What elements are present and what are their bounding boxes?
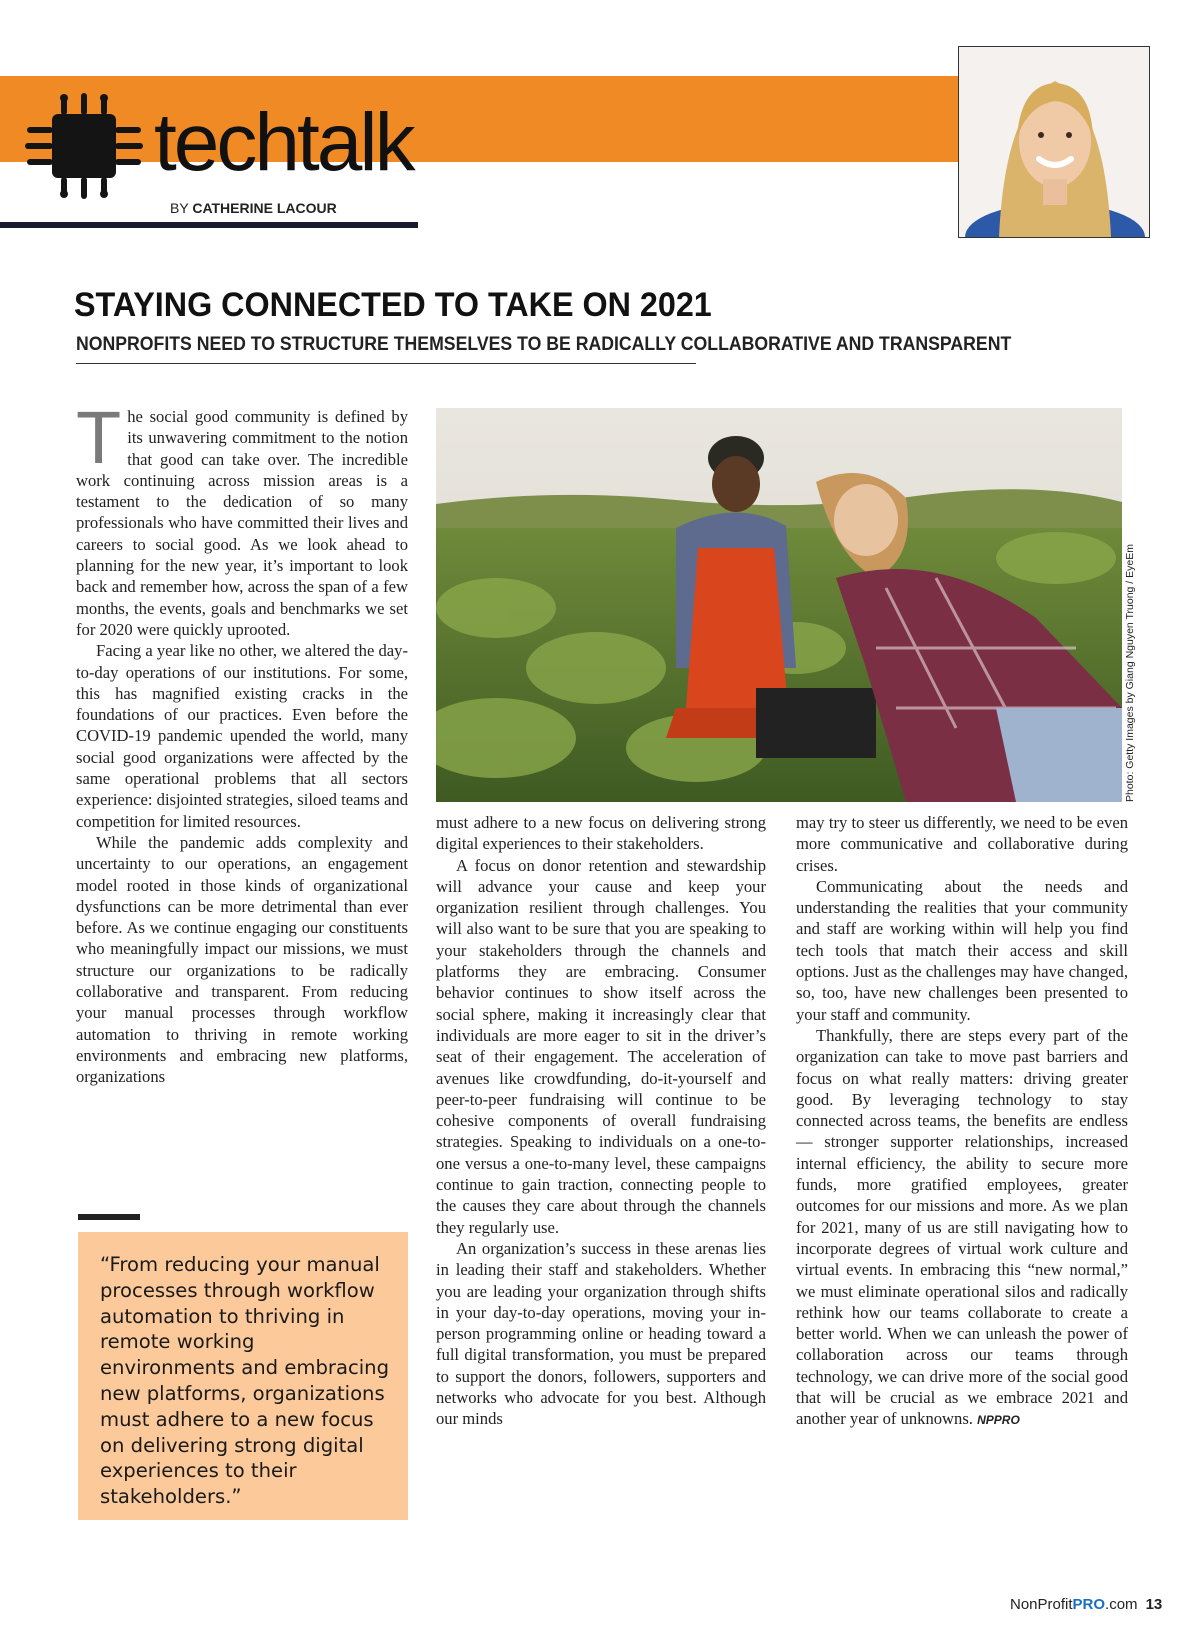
paragraph: Thankfully, there are steps every part of the organization can take to move past barriers and focus on what really matters: driving greater good. By leveraging technology to stay connected across teams, the benefits are endless — stronger supporter relationships, increased internal efficiency, the ability to secure more funds, more gratified employees, greater outcomes for our missions and more. As we plan for 2021, many of us are still navigating how to incorporate degrees of virtual work culture and virtual events. In embracing this “new normal,” we must eliminate operational silos and radically rethink how our teams collaborate to create a better world. When we can unleash the power of collaboration across our teams through technology, we can drive more of the social good that will be crucial as we embrace 2021 and another year of unknowns. NPPRO — [796, 1025, 1128, 1429]
paragraph: Facing a year like no other, we altered the day-to-day operations of our institutions. For some, this has magnified existing cracks in the foundations of our practices. Even before the COVID-19 pandemic upended the world, many social good organizations were affected by the same operational problems that all sectors experience: disjointed strategies, siloed teams and competition for limited resources. — [76, 641, 408, 831]
paragraph: The social good community is defined by its unwavering commitment to the notion that good can take over. The incredible work continuing across mission areas is a testament to the dedication of so many professionals who have committed their lives and careers to social good. As we look ahead to planning for the new year, it’s important to look back and remember how, across the span of a few months, the events, goals and benchmarks we set for 2020 were quickly uprooted. — [76, 396, 408, 639]
column-brand-title: techtalk — [154, 97, 413, 188]
header-rule — [0, 222, 418, 228]
site-name-prefix: NonProfit — [1010, 1596, 1073, 1613]
pull-quote-bar — [78, 1214, 140, 1220]
body-column-1 — [76, 396, 408, 1088]
pull-quote-box — [78, 1232, 408, 1520]
microchip-icon — [24, 92, 144, 200]
author-photo — [958, 46, 1150, 238]
drop-cap: T — [76, 396, 122, 479]
site-name-pro: PRO — [1072, 1596, 1106, 1613]
paragraph: An organization’s success in these arenas lies in leading their staff and stakeholders. Whether you are leading your organization through shifts in your day-to-day operations, moving your in-person programming online or heading toward a full digital transformation, you must be prepared to support the donors, followers, supporters and networks who advocate for you best. Although our minds — [436, 1238, 766, 1429]
paragraph: must adhere to a new focus on delivering strong digital experiences to their stakeholders. — [436, 813, 766, 854]
page-footer — [1010, 1596, 1162, 1613]
farm-photo — [436, 408, 1122, 802]
site-name-suffix: .com — [1105, 1596, 1138, 1613]
signoff-mark: NPPRO — [977, 1413, 1020, 1428]
paragraph: Communicating about the needs and understanding the realities that your community and staff are working within will help you find tech tools that match their access and skill options. Just as the challenges may have changed, so, too, have new challenges been presented to your staff and community. — [796, 876, 1128, 1024]
paragraph: may try to steer us differently, we need to be even more communicative and collaborative during crises. — [796, 813, 1128, 875]
article-dek: NONPROFITS NEED TO STRUCTURE THEMSELVES TO BE RADICALLY COLLABORATIVE AND TRANSPARENT — [76, 334, 1012, 355]
dek-rule — [76, 363, 696, 364]
byline-author: CATHERINE LACOUR — [192, 200, 337, 216]
article-headline: STAYING CONNECTED TO TAKE ON 2021 — [74, 286, 712, 324]
body-column-3 — [796, 812, 1128, 1432]
byline-prefix: BY — [170, 200, 189, 216]
paragraph: While the pandemic adds complexity and uncertainty to our operations, an engagement model rooted in those kinds of organizational dysfunctions can be more detrimental than ever before. As we continue engaging our constituents who meaningfully impact our missions, we must structure our organizations to be radically collaborative and transparent. From reducing your manual processes through workflow automation to thriving in remote working environments and embracing new platforms, organizations — [76, 832, 408, 1087]
body-column-2 — [436, 812, 766, 1430]
pull-quote-text: “From reducing your manual processes through workflow automation to thriving in remote working environments and embracing new platforms, organizations must adhere to a new focus on delivering strong digital experiences to their stakeholders.” — [100, 1253, 390, 1509]
page-number: 13 — [1145, 1596, 1163, 1613]
byline — [170, 200, 337, 216]
paragraph: A focus on donor retention and stewardship will advance your cause and keep your organization resilient through challenges. You will also want to be sure that you are speaking to your stakeholders through the channels and platforms they are embracing. Consumer behavior continues to show itself across the social sphere, making it increasingly clear that individuals are more eager to sit in the driver’s seat of their engagement. The acceleration of avenues like crowdfunding, do-it-yourself and peer-to-peer fundraising will continue to be cohesive components of overall fundraising strategies. Speaking to individuals on a one-to-one versus a one-to-many level, these campaigns continue to gain traction, connecting people to the causes they care about through the channels they regularly use. — [436, 855, 766, 1237]
photo-credit: Photo: Getty Images by Giang Nguyen Truong / EyeEm — [1124, 544, 1136, 802]
